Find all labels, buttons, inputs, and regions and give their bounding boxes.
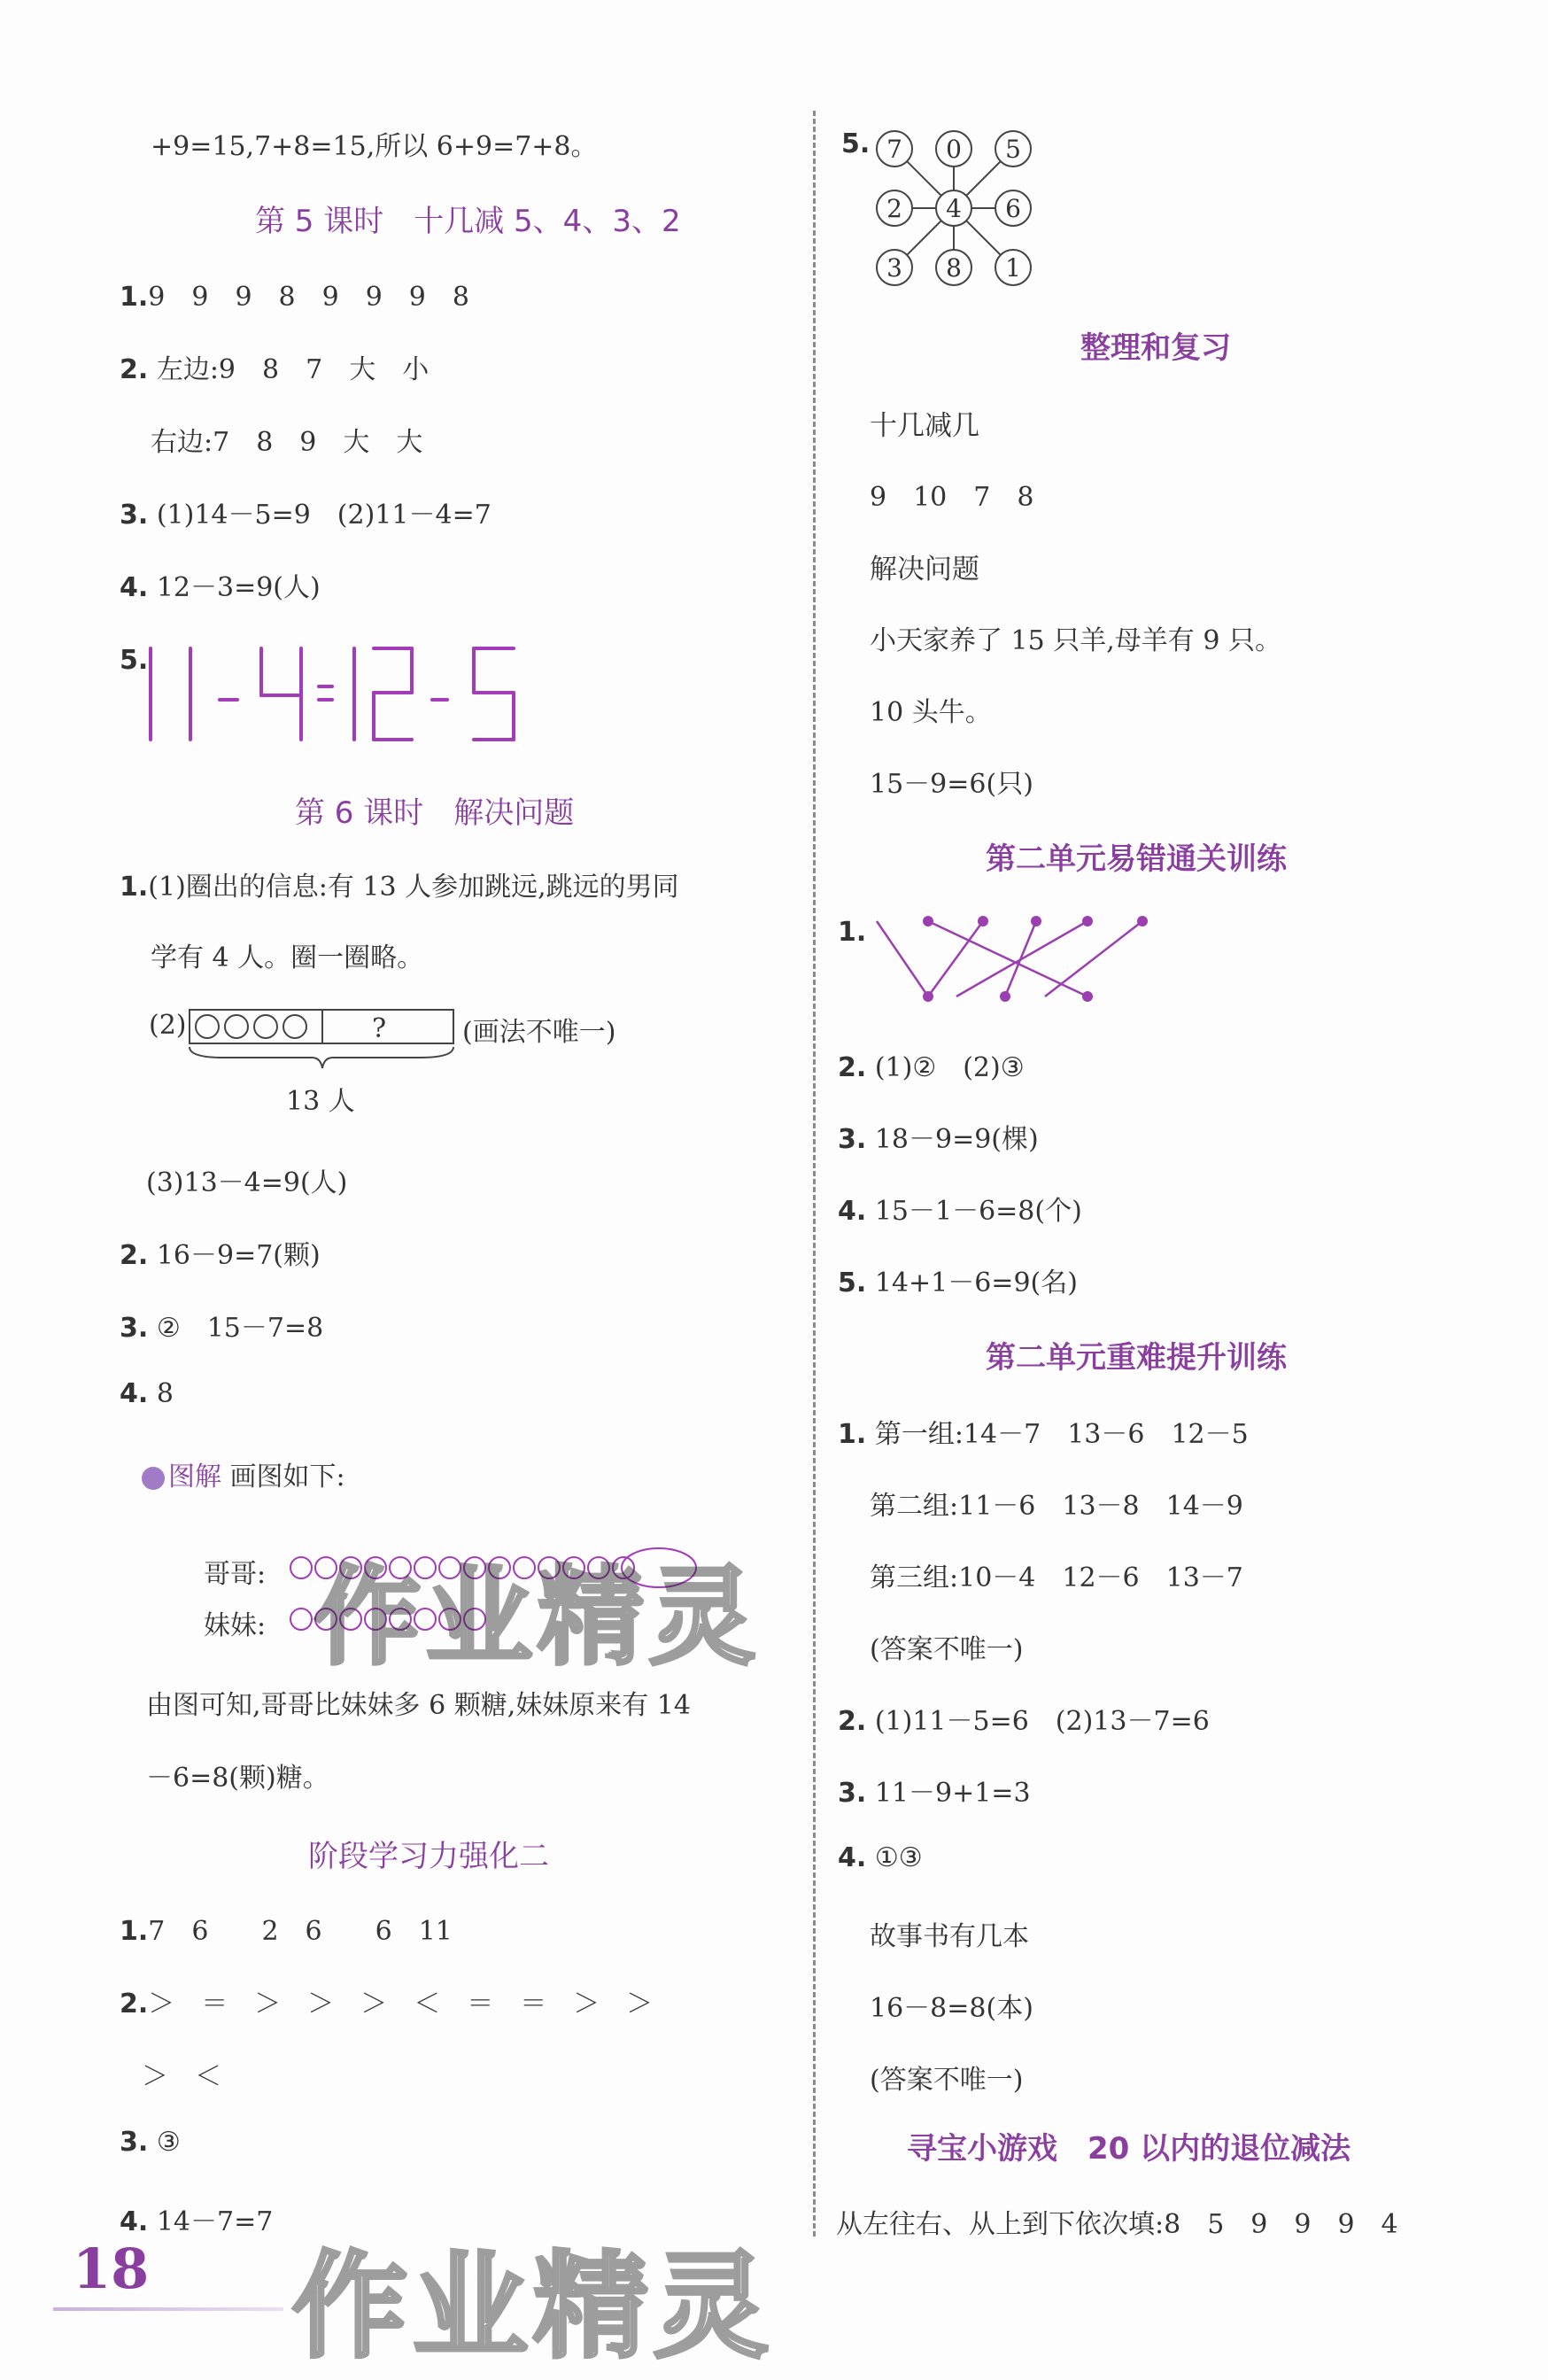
conclusion-b: －6=8(颗)糖。 xyxy=(146,1763,329,1794)
conclusion-a: 由图可知,哥哥比妹妹多 6 颗糖,妹妹原来有 14 xyxy=(146,1690,691,1721)
s2-q2b: ＞ ＜ xyxy=(142,2061,221,2092)
intro-line: +9=15,7+8=15,所以 6+9=7+8。 xyxy=(151,131,598,162)
stage2-title: 阶段学习力强化二 xyxy=(308,1839,549,1874)
answer-text: (1)14－5=9 (2)11－4=7 xyxy=(156,500,491,531)
svg-text:7: 7 xyxy=(886,135,902,164)
s2-q4 xyxy=(120,2199,273,2238)
review-sub2: 解决问题 xyxy=(870,554,979,585)
lesson6-title: 第 6 课时 解决问题 xyxy=(295,795,575,831)
gege-label: 哥哥: xyxy=(204,1559,267,1590)
tujie-label: 图解 xyxy=(168,1461,221,1492)
r-q5-number xyxy=(841,128,870,159)
l6-q1c-prefix: (2) xyxy=(149,1010,187,1041)
answer-text: (1)11－5=6 (2)13－7=6 xyxy=(874,1706,1210,1737)
review-line3: 10 头牛。 xyxy=(870,697,992,728)
answer-text: ①③ xyxy=(874,1842,923,1873)
answer-text: ＞ ＝ ＞ ＞ ＞ ＜ ＝ ＝ ＞ ＞ xyxy=(148,1989,654,2020)
bar-question: ? xyxy=(372,1013,387,1044)
review-sub1: 十几减几 xyxy=(870,410,979,442)
answer-text: (1)② (2)③ xyxy=(874,1052,1025,1083)
footer-decoration xyxy=(53,2307,283,2311)
h-q4 xyxy=(838,1842,923,1873)
answer-text: 14－7=7 xyxy=(156,2206,274,2237)
errors-title: 第二单元易错通关训练 xyxy=(986,841,1287,877)
watermark-logo: 作业精灵 xyxy=(292,2239,775,2374)
svg-text:3: 3 xyxy=(886,253,902,283)
l6-q1b: 学有 4 人。圈一圈略。 xyxy=(151,942,424,973)
question-number: 1. xyxy=(120,1916,149,1947)
answer-text: 8 xyxy=(156,1378,174,1409)
l5-q2a xyxy=(120,347,429,386)
watermark-logo: 作业精灵 xyxy=(314,1556,761,1679)
bar-diagram xyxy=(188,1008,462,1079)
question-number: 3. xyxy=(838,1124,867,1155)
tujie-line xyxy=(142,1454,345,1493)
question-number: 2. xyxy=(120,1989,149,2020)
h-q1c: 第三组:10－4 12－6 13－7 xyxy=(870,1562,1243,1593)
question-number: 4. xyxy=(120,1378,149,1409)
grid-digit xyxy=(936,250,971,285)
e-q3 xyxy=(838,1117,1039,1156)
answer-text: 11－9+1=3 xyxy=(874,1778,1031,1809)
tujie-text: 画图如下: xyxy=(229,1461,345,1492)
grid-digit xyxy=(936,190,971,226)
s2-q2a xyxy=(120,1981,653,2020)
answer-text: 14+1－6=9(名) xyxy=(874,1268,1078,1299)
question-number: 1. xyxy=(120,872,149,903)
grid-digit xyxy=(995,131,1031,167)
answer-text: 18－9=9(棵) xyxy=(874,1124,1039,1155)
answer-text: 7 6 2 6 6 11 xyxy=(148,1916,453,1947)
l6-q3 xyxy=(120,1306,323,1345)
l6-q4 xyxy=(120,1378,174,1409)
h-q2 xyxy=(838,1699,1210,1738)
l5-q3 xyxy=(120,492,491,531)
question-number: 4. xyxy=(838,1842,867,1873)
lesson5-title: 第 5 课时 十几减 5、4、3、2 xyxy=(255,204,681,239)
review-title: 整理和复习 xyxy=(1080,330,1231,366)
question-number: 5. xyxy=(838,1268,867,1299)
answer-text: 16－9=7(颗) xyxy=(156,1240,321,1271)
answer-text: ③ xyxy=(156,2127,181,2158)
h-q1d: (答案不唯一) xyxy=(870,1634,1024,1665)
matching-lines-diagram xyxy=(868,903,1151,1010)
h-q1a xyxy=(838,1412,1249,1451)
question-number: 5. xyxy=(841,128,871,159)
column-divider xyxy=(813,111,816,2237)
question-number: 5. xyxy=(120,645,149,676)
svg-text:8: 8 xyxy=(946,253,962,283)
grid-digit xyxy=(995,190,1031,226)
svg-text:6: 6 xyxy=(1005,194,1021,223)
answer-text: 15－1－6=8(个) xyxy=(874,1196,1082,1227)
review-line1: 9 10 7 8 xyxy=(870,482,1034,513)
question-number: 1. xyxy=(838,917,867,948)
page-number: 18 xyxy=(73,2237,150,2301)
answer-text: 12－3=9(人) xyxy=(156,572,321,603)
question-number: 1. xyxy=(120,282,149,313)
question-number: 1. xyxy=(838,1419,867,1450)
svg-text:1: 1 xyxy=(1005,253,1021,283)
svg-text:5: 5 xyxy=(1005,135,1021,164)
grid-digit xyxy=(936,131,971,167)
l5-q2b: 右边:7 8 9 大 大 xyxy=(151,427,423,458)
answer-text: 左边:9 8 7 大 小 xyxy=(156,354,430,385)
answer-text: (1)圈出的信息:有 13 人参加跳远,跳远的男同 xyxy=(148,872,679,903)
s2-q3 xyxy=(120,2127,181,2158)
answer-text: ② 15－7=8 xyxy=(156,1313,324,1344)
grid-digit xyxy=(877,250,912,285)
matchstick-equation xyxy=(142,638,531,753)
question-number: 2. xyxy=(838,1052,867,1083)
grid-digit xyxy=(877,190,912,226)
l5-q4 xyxy=(120,565,321,604)
number-star-grid xyxy=(868,124,1045,301)
h-q1b: 第二组:11－6 13－8 14－9 xyxy=(870,1491,1243,1522)
svg-text:2: 2 xyxy=(886,194,902,223)
question-number: 2. xyxy=(838,1706,867,1737)
question-number: 3. xyxy=(120,500,149,531)
e-q5 xyxy=(838,1260,1078,1299)
l5-q1 xyxy=(120,275,469,314)
h-q4b: 故事书有几本 xyxy=(870,1921,1029,1952)
grid-digit xyxy=(995,250,1031,285)
svg-text:0: 0 xyxy=(946,135,962,164)
hard-title: 第二单元重难提升训练 xyxy=(986,1340,1287,1376)
svg-text:4: 4 xyxy=(946,194,962,223)
l6-q2 xyxy=(120,1233,321,1272)
e-q1 xyxy=(838,917,866,948)
h-q4c: 16－8=8(本) xyxy=(870,1993,1033,2024)
meimei-label: 妹妹: xyxy=(204,1610,267,1641)
question-number: 3. xyxy=(120,1313,149,1344)
l6-q1d: (3)13－4=9(人) xyxy=(146,1167,348,1198)
question-number: 4. xyxy=(120,572,149,603)
question-number: 3. xyxy=(120,2127,149,2158)
question-number: 3. xyxy=(838,1778,867,1809)
h-q3 xyxy=(838,1771,1031,1810)
e-q4 xyxy=(838,1189,1082,1228)
s2-q1 xyxy=(120,1909,453,1948)
question-number: 4. xyxy=(838,1196,867,1227)
h-q4d: (答案不唯一) xyxy=(870,2065,1024,2096)
bar-note: (画法不唯一) xyxy=(462,1017,616,1048)
question-number: 2. xyxy=(120,1240,149,1271)
answer-text: 第一组:14－7 13－6 12－5 xyxy=(874,1419,1249,1450)
question-number: 4. xyxy=(120,2206,149,2237)
question-number: 2. xyxy=(120,354,149,385)
grid-digit xyxy=(877,131,912,167)
game-line: 从左往右、从上到下依次填:8 5 9 9 9 4 xyxy=(836,2209,1398,2240)
e-q2 xyxy=(838,1045,1025,1084)
review-line2: 小天家养了 15 只羊,母羊有 9 只。 xyxy=(870,625,1281,656)
answer-text: 9 9 9 8 9 9 9 8 xyxy=(148,282,469,313)
bar-total: 13 人 xyxy=(286,1086,355,1117)
tujie-icon xyxy=(142,1467,165,1490)
review-line4: 15－9=6(只) xyxy=(870,769,1033,800)
l6-q1a xyxy=(120,864,679,903)
game-title: 寻宝小游戏 20 以内的退位减法 xyxy=(907,2131,1351,2167)
